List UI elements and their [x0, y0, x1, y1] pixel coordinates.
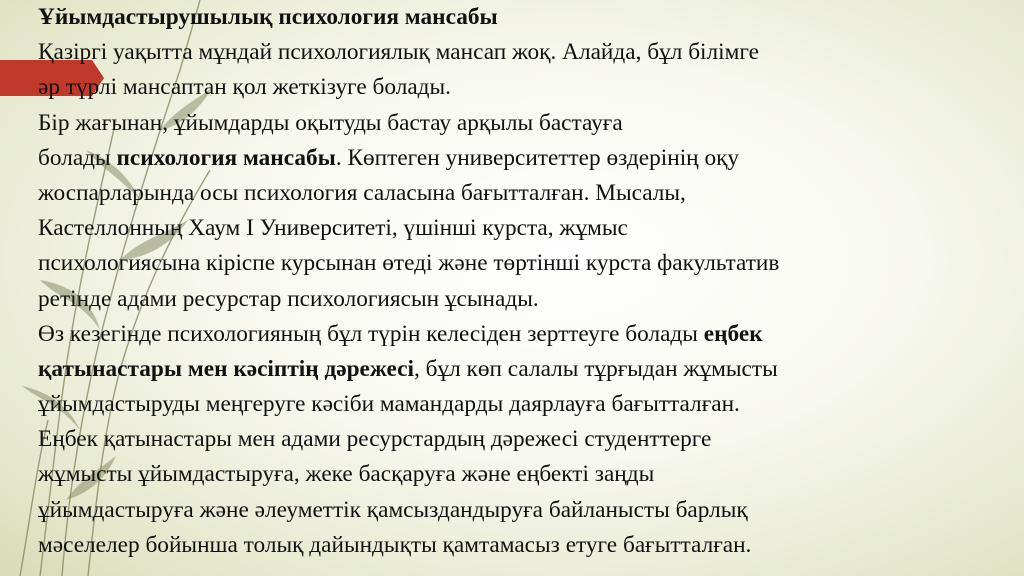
text-line — [38, 457, 1018, 492]
bold-text-segment: психология мансабы — [116, 144, 336, 171]
text-segment: болады — [38, 144, 117, 171]
text-segment: , бұл көп салалы тұрғыдан жұмысты — [413, 355, 778, 382]
bold-text-segment: қатынастары мен кәсіптің дәрежесі — [38, 355, 414, 382]
text-line — [38, 70, 1018, 105]
text-segment: ретінде адами ресурстар психологиясын ұсынады. — [38, 285, 539, 312]
text-segment: әр түрлі мансаптан қол жеткізуге болады. — [38, 74, 451, 101]
text-line — [38, 106, 1018, 141]
text-line — [38, 317, 1018, 352]
text-segment: . Көптеген университеттер өздерінің оқу — [335, 144, 740, 171]
text-line — [38, 422, 1018, 457]
text-line — [38, 352, 1018, 387]
text-segment: ұйымдастыруға және әлеуметтік қамсыздандыруға байланысты барлық — [38, 496, 748, 523]
text-line — [38, 211, 1018, 246]
text-segment: Қазіргі уақытта мұндай психологиялық мансап жоқ. Алайда, бұл білімге — [38, 39, 759, 66]
text-segment: Еңбек қатынастары мен адами ресурстардың дәрежесі студенттерге — [38, 426, 712, 453]
bold-text-segment: еңбек — [703, 320, 763, 347]
text-segment: жоспарларында осы психология саласына бағытталған. Мысалы, — [38, 179, 686, 206]
text-segment: Өз кезегінде психологияның бұл түрін келесіден зерттеуге болады — [38, 320, 704, 347]
slide-text-block — [38, 0, 1018, 563]
text-segment: психологиясына кіріспе курсынан өтеді және төртінші курста факультатив — [38, 250, 780, 277]
slide-body — [38, 35, 1018, 563]
text-line — [38, 141, 1018, 176]
text-segment: Кастеллонның Хаум I Университеті, үшінші курста, жұмыс — [38, 215, 628, 242]
text-line — [38, 528, 1018, 563]
text-line — [38, 282, 1018, 317]
slide-title: Ұйымдастырушылық психология мансабы — [38, 4, 498, 30]
text-segment: ұйымдастыруды меңгеруге кәсіби мамандарды даярлауға бағытталған. — [38, 391, 740, 418]
text-line — [38, 176, 1018, 211]
text-segment: жұмысты ұйымдастыруға, жеке басқаруға және еңбекті заңды — [38, 461, 655, 488]
text-line — [38, 246, 1018, 281]
text-line — [38, 493, 1018, 528]
text-segment: мәселелер бойынша толық дайындықты қамтамасыз етуге бағытталған. — [38, 531, 752, 558]
text-segment: Бір жағынан, ұйымдарды оқытуды бастау арқылы бастауға — [38, 109, 623, 136]
text-line — [38, 387, 1018, 422]
text-line — [38, 35, 1018, 70]
